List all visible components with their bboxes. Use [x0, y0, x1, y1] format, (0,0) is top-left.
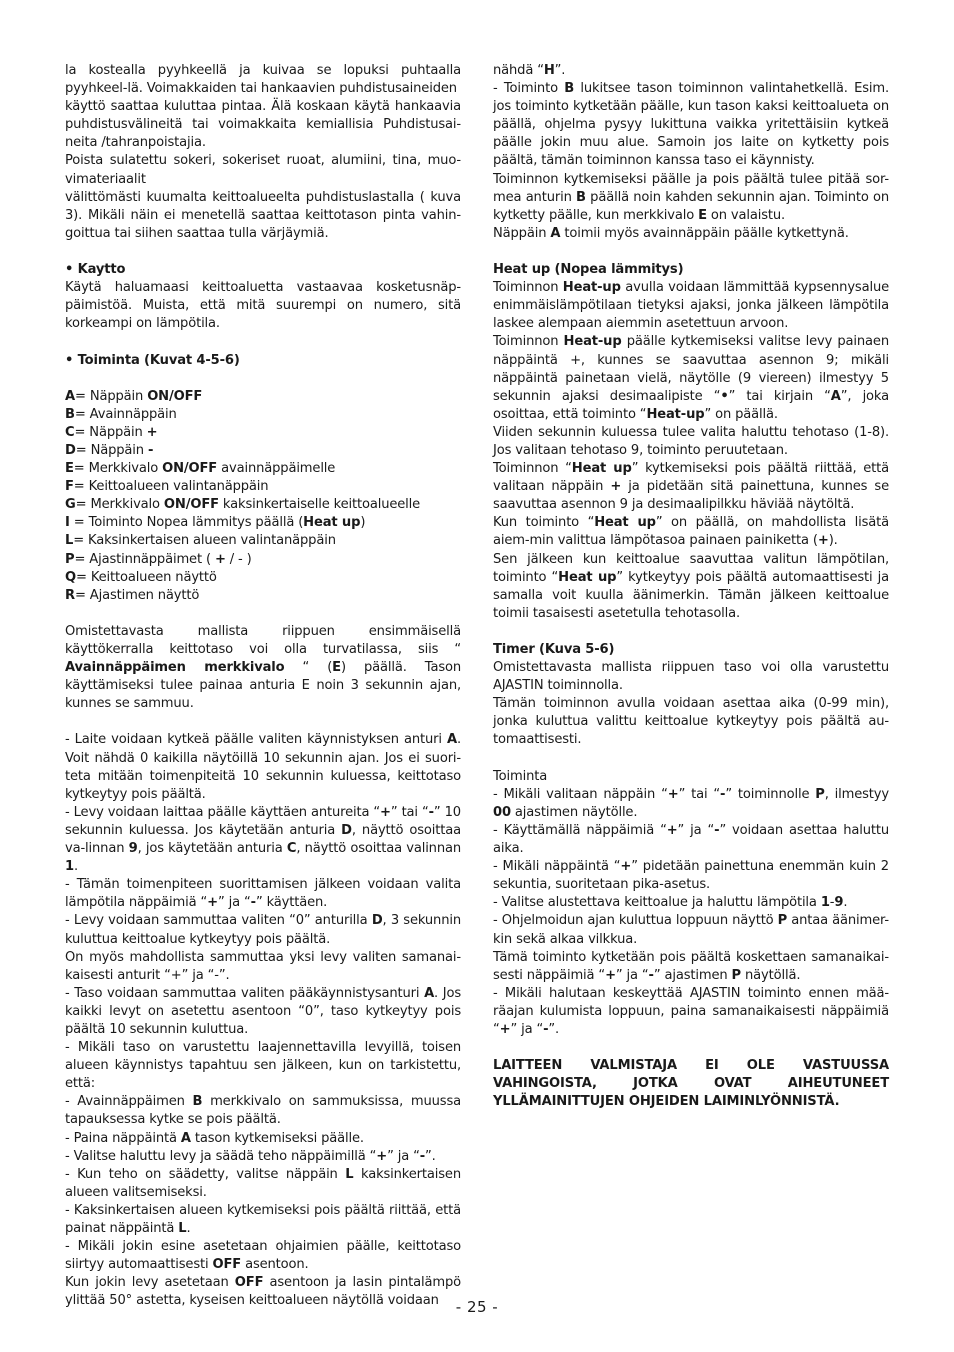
instruction-paragraph: - Taso voidaan sammuttaa valiten pääkäynnistysanturi A. Jos kaikki levyt on asetettu asentoon “0”, taso kytkeytyy pois päältä 10 sekunnin kuluttua. [65, 985, 461, 1037]
right-column [493, 62, 889, 1111]
intro-line-4: välittömästi kuumalta keittoalueelta puhdistuslastalla ( kuva 3). Mikäli näin ei menetellä saattaa keittotason pinta vahin-goittua tai siihen saattaa tulla värjäymiä. [65, 189, 461, 241]
instruction-paragraph: - Paina näppäintä A tason kytkemiseksi päälle. [65, 1130, 364, 1146]
instruction-paragraph: - Mikäli taso on varustettu laajennettavilla levyillä, toisen alueen käynnistys tapahtuu sen jälkeen, kun on tarkistettu, että: [65, 1040, 461, 1092]
control-legend [65, 388, 461, 605]
kaytto-heading: • Kaytto [65, 262, 126, 278]
timer-instruction: - Mikäli valitaan näppäin “+” tai “-” toiminnolle P, ilmestyy 00 ajastimen näytölle. [493, 786, 889, 820]
left-column [65, 62, 461, 1310]
instruction-paragraph: - Laite voidaan kytkeä päälle valiten käynnistyksen anturi A. Voit nähdä 0 kaikilla näytöillä 10 sekunnin ajan. Jos ei suori-teta mitään toimenpiteitä 10 sekunnin kuluessa, keittotaso kytkeytyy pois päältä. [65, 732, 461, 802]
instruction-paragraph: - Levy voidaan sammuttaa valiten “0” anturilla D, 3 sekunnin kuluttua keittoalue kytkeytyy pois päältä. [65, 913, 461, 947]
heatup-paragraph: Toiminnon Heat-up avulla voidaan lämmittää kypsennysalue enimmäislämpötilaan tietyksi ajaksi, jonka jälkeen lämpötila laskee alempaan aiemmin asetettuun arvoon. [493, 280, 889, 332]
timer-paragraph: Tämän toiminnon avulla voidaan asettaa aika (0-99 min), jonka kuluttua valittu keittoalue kytkeytyy pois päältä au-tomaattisesti. [493, 696, 889, 748]
instruction-paragraph: - Tämän toimenpiteen suorittamisen jälkeen voidaan valita lämpötila näppäimiä “+” ja “-” käyttäen. [65, 877, 461, 911]
instruction-paragraph: Kun jokin levy asetetaan OFF asentoon ja lasin pintalämpö ylittää 50° astetta, kyseisen keittoalueen näytöllä voidaan [65, 1275, 461, 1309]
instruction-paragraph: Toiminnon kytkemiseksi päälle ja pois päältä tulee pitää sor-mea anturin B päällä noin kahden sekunnin ajan. Toiminto on kytketty päälle, kun merkkivalo E on valaistu. [493, 171, 890, 223]
legend-item: B= Avainnäppäin [65, 406, 177, 422]
instruction-paragraph: - Kaksinkertaisen alueen kytkemiseksi pois päältä riittää, että painat näppäintä L. [65, 1202, 461, 1236]
timer-toiminta-label: Toiminta [493, 768, 548, 784]
instruction-paragraph: nähdä “H”. [493, 63, 566, 78]
operation-instructions [65, 731, 461, 1310]
timer-instruction: - Valitse alustettava keittoalue ja haluttu lämpötila 1-9. [493, 895, 848, 911]
instruction-paragraph: - Valitse haluttu levy ja säädä teho näppäimillä “+” ja “-”. [65, 1148, 436, 1164]
legend-item: P= Ajastinnäppäimet ( + / - ) [65, 551, 252, 567]
toiminta-heading: • Toiminta (Kuvat 4-5-6) [65, 352, 240, 368]
instruction-paragraph: - Mikäli jokin esine asetetaan ohjaimien päälle, keittotaso siirtyy automaattisesti OFF asentoon. [65, 1239, 461, 1273]
heatup-paragraph: Toiminnon Heat-up päälle kytkemiseksi valitse levy painaen näppäintä +, kunnes se saavuttaa asennon 9; mikäli näppäintä painetaan vielä, näytölle (9 viereen) ilmestyy 5 sekunnin ajaksi desimaalipiste “•” tai kirjain “A”, joka osoittaa, että toiminto “Heat-up” on päällä. [493, 334, 889, 422]
heatup-paragraph: Kun toiminto “Heat up” on päällä, on mahdollista lisätä aiem-min valittua lämpötasoa painaen painiketta (+). [493, 515, 889, 549]
legend-item: Q= Keittoalueen näyttö [65, 569, 217, 585]
instruction-paragraph: On myös mahdollista sammuttaa yksi levy valiten samanai-kaisesti anturit “+” ja “-”. [65, 949, 461, 983]
legend-item: D= Näppäin - [65, 442, 154, 458]
timer-instruction: - Ohjelmoidun ajan kuluttua loppuun näyttö P antaa äänimer-kin sekä alkaa vilkkua. [493, 913, 889, 947]
timer-paragraph: Omistettavasta mallista riippuen taso voi olla varustettu AJASTIN toiminnolla. [493, 660, 889, 694]
intro-line-3: Poista sulatettu sokeri, sokeriset ruoat, alumiini, tina, muo-vimateriaalit [65, 153, 461, 187]
intro-line-1: la kostealla pyyhkeellä ja kuivaa se lopuksi puhtaalla pyyhkeel-lä. Voimakkaiden tai hankaavien puhdistusaineiden [65, 63, 461, 97]
safety-paragraph: Omistettavasta mallista riippuen ensimmäisellä käyttökerralla keittotaso voi olla turvatilassa, siis “ Avainnäppäimen merkkivalo “ (E) päällä. Tason käyttämiseksi tulee painaa anturia E noin 3 sekunnin ajan, kunnes se sammuu. [65, 623, 462, 712]
legend-item: A= Näppäin ON/OFF [65, 388, 203, 404]
manufacturer-warning: LAITTEEN VALMISTAJA EI OLE VASTUUSSA VAHINGOISTA, JOTKA OVAT AIHEUTUNEET YLLÄMAINITTUJEN OHJEIDEN LAIMINLYÖNNISTÄ. [493, 1058, 889, 1110]
heatup-paragraph: Viiden sekunnin kuluessa tulee valita haluttu tehotaso (1-8). Jos valitaan tehotaso 9, toiminto peruutetaan. [493, 424, 889, 458]
legend-item: C= Näppäin + [65, 424, 158, 440]
timer-section [493, 659, 889, 749]
timer-instruction: - Mikäli halutaan keskeyttää AJASTIN toiminto ennen mää-räajan kulumista loppuun, paina samanaikaisesti näppäimiä “+” ja “-”. [493, 985, 889, 1037]
instruction-paragraph: - Levy voidaan laittaa päälle käyttäen antureita “+” tai “-” 10 sekunnin kuluessa. Jos käytetään anturia D, näyttö osoittaa va-linnan 9, jos käytetään anturia C, näyttö osoittaa valinnan 1. [65, 804, 462, 875]
legend-item: F= Keittoalueen valintanäppäin [65, 479, 269, 495]
instruction-paragraph: - Kun teho on säädetty, valitse näppäin L kaksinkertaisen alueen valitsemiseksi. [65, 1166, 461, 1200]
heatup-section [493, 279, 889, 623]
page-number: - 25 - [455, 1298, 499, 1316]
instruction-paragraph: Näppäin A toimii myös avainnäppäin päälle kytkettynä. [493, 225, 849, 241]
heatup-paragraph: Toiminnon “Heat up” kytkemiseksi pois päältä riittää, että valitaan näppäin + ja pidetään sitä painettuna, kunnes se saavuttaa asennon 9 ja desimaalipilkku häviää näytöltä. [493, 461, 889, 513]
legend-item: I = Toiminto Nopea lämmitys päällä (Heat up) [65, 515, 366, 531]
heatup-paragraph: Sen jälkeen kun keittoalue saavuttaa valitun lämpötilan, toiminto “Heat up” kytkeytyy pois päältä automaattisesti ja samalla voit kuulla äänimerkin. Tämän jälkeen keittoalue toimii tasaisesti asetetulla tehotasolla. [493, 551, 890, 621]
timer-instruction: - Käyttämällä näppäimiä “+” ja “-” voidaan asettaa haluttu aika. [493, 822, 889, 857]
timer-instruction: - Mikäli näppäintä “+” pidetään painettuna enemmän kuin 2 sekuntia, suoritetaan pika-asetus. [493, 859, 889, 893]
legend-item: L= Kaksinkertaisen alueen valintanäppäin [65, 533, 336, 549]
legend-item: E= Merkkivalo ON/OFF avainnäppäimelle [65, 461, 336, 477]
timer-instruction: Tämä toiminto kytketään pois päältä koskettaen samanaikai-sesti näppäimiä “+” ja “-” ajastimen P näytöllä. [493, 949, 889, 983]
instruction-paragraph: - Toiminto B lukitsee tason toiminnon valintahetkellä. Esim. jos toiminto kytketään päälle, kun tason kaksi keittoalueta on päällä, ohjelma pysyy lukittuna vaikka yritettäisiin kytkeä päälle jokin muu alue. Samoin jos laite on kytketty pois päältä, tämän toiminnon kanssa taso ei käynnisty. [493, 81, 889, 169]
legend-item: R= Ajastimen näyttö [65, 587, 200, 603]
intro-line-2: käyttö saattaa kuluttaa pintaa. Älä koskaan käytä hankaavia puhdistusvälineitä tai voimakkaita kemiallisia Puhdistusai-neita /tahranpoistajia. [65, 99, 461, 151]
timer-operations [493, 786, 889, 1039]
legend-item: G= Merkkivalo ON/OFF kaksinkertaiselle keittoalueelle [65, 497, 421, 513]
instruction-paragraph: - Avainnäppäimen B merkkivalo on sammuksissa, muussa tapauksessa kytke se pois päältä. [65, 1094, 461, 1128]
timer-heading: Timer (Kuva 5-6) [493, 642, 615, 657]
heatup-heading: Heat up (Nopea lämmitys) [493, 262, 684, 278]
kaytto-text: Käytä haluamaasi keittoaluetta vastaavaa kosketusnäp-päimistöä. Muista, että mitä suurempi on numero, sitä korkeampi on lämpötila. [65, 280, 461, 332]
continued-instructions [493, 62, 889, 243]
